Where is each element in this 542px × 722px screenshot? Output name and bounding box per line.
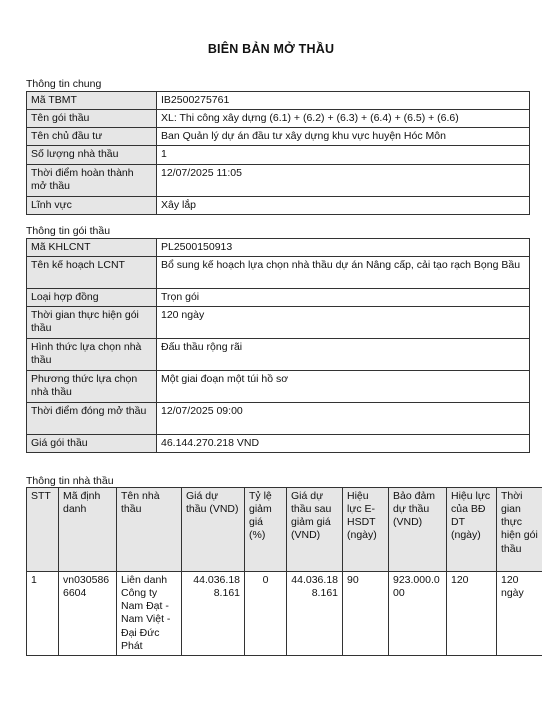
field-value: Xây lắp <box>157 196 530 214</box>
field-value: Bổ sung kế hoạch lựa chọn nhà thầu dự án Nâng cấp, cải tạo rạch Bọng Bầu <box>157 257 530 289</box>
field-label: Thời điểm hoàn thành mở thầu <box>27 164 157 196</box>
column-header: Bảo đảm dự thầu (VND) <box>389 488 447 572</box>
table-cell: Liên danh Công ty Nam Đạt - Nam Việt - Đại Đức Phát <box>117 572 182 656</box>
field-label: Phương thức lựa chọn nhà thầu <box>27 371 157 403</box>
package-info-table <box>26 238 530 453</box>
table-cell: 90 <box>343 572 389 656</box>
field-value: 120 ngày <box>157 307 530 339</box>
field-value: Đấu thầu rộng rãi <box>157 339 530 371</box>
general-row <box>27 92 530 110</box>
field-value: XL: Thi công xây dựng (6.1) + (6.2) + (6.3) + (6.4) + (6.5) + (6.6) <box>157 110 530 128</box>
general-row <box>27 196 530 214</box>
table-cell: 44.036.188.161 <box>287 572 343 656</box>
table-cell: 0 <box>245 572 287 656</box>
page-title: BIÊN BẢN MỞ THẦU <box>207 42 335 56</box>
package-row <box>27 339 530 371</box>
table-cell: vn0305866604 <box>59 572 117 656</box>
contractor-info-heading: Thông tin nhà thầu <box>26 475 114 487</box>
field-label: Tên gói thầu <box>27 110 157 128</box>
field-value: 12/07/2025 09:00 <box>157 403 530 435</box>
column-header: Giá dự thầu sau giảm giá (VND) <box>287 488 343 572</box>
field-label: Tên kế hoạch LCNT <box>27 257 157 289</box>
field-label: Mã TBMT <box>27 92 157 110</box>
general-info-table <box>26 91 530 215</box>
package-row <box>27 435 530 453</box>
column-header: Hiệu lực của BĐ DT (ngày) <box>447 488 497 572</box>
field-value: IB2500275761 <box>157 92 530 110</box>
field-value: 1 <box>157 146 530 164</box>
general-info-heading: Thông tin chung <box>26 78 102 90</box>
table-cell: 923.000.000 <box>389 572 447 656</box>
column-header: Mã định danh <box>59 488 117 572</box>
field-value: 12/07/2025 11:05 <box>157 164 530 196</box>
field-label: Tên chủ đầu tư <box>27 128 157 146</box>
field-label: Số lượng nhà thầu <box>27 146 157 164</box>
field-label: Hình thức lựa chọn nhà thầu <box>27 339 157 371</box>
column-header: Thời gian thực hiện gói thầu <box>497 488 542 572</box>
package-row <box>27 289 530 307</box>
general-row <box>27 164 530 196</box>
field-label: Lĩnh vực <box>27 196 157 214</box>
field-value: PL2500150913 <box>157 239 530 257</box>
table-cell: 1 <box>27 572 59 656</box>
contractor-info-table <box>26 487 542 656</box>
column-header: Tỷ lệ giảm giá (%) <box>245 488 287 572</box>
general-row <box>27 146 530 164</box>
column-header: Giá dự thầu (VND) <box>182 488 245 572</box>
package-row <box>27 239 530 257</box>
general-row <box>27 110 530 128</box>
package-row <box>27 257 530 289</box>
table-header-row <box>27 488 542 572</box>
table-cell: 120 <box>447 572 497 656</box>
column-header: STT <box>27 488 59 572</box>
package-row <box>27 403 530 435</box>
field-label: Loại hợp đồng <box>27 289 157 307</box>
column-header: Hiệu lực E-HSDT (ngày) <box>343 488 389 572</box>
field-value: Ban Quản lý dự án đầu tư xây dựng khu vực huyện Hóc Môn <box>157 128 530 146</box>
table-cell: 120 ngày <box>497 572 542 656</box>
field-label: Mã KHLCNT <box>27 239 157 257</box>
general-row <box>27 128 530 146</box>
field-value: Một giai đoạn một túi hồ sơ <box>157 371 530 403</box>
table-cell: 44.036.188.161 <box>182 572 245 656</box>
field-value: Trọn gói <box>157 289 530 307</box>
field-label: Giá gói thầu <box>27 435 157 453</box>
field-label: Thời điểm đóng mở thầu <box>27 403 157 435</box>
package-row <box>27 371 530 403</box>
field-label: Thời gian thực hiện gói thầu <box>27 307 157 339</box>
package-row <box>27 307 530 339</box>
package-info-heading: Thông tin gói thầu <box>26 225 111 237</box>
table-row <box>27 572 542 656</box>
field-value: 46.144.270.218 VND <box>157 435 530 453</box>
column-header: Tên nhà thầu <box>117 488 182 572</box>
